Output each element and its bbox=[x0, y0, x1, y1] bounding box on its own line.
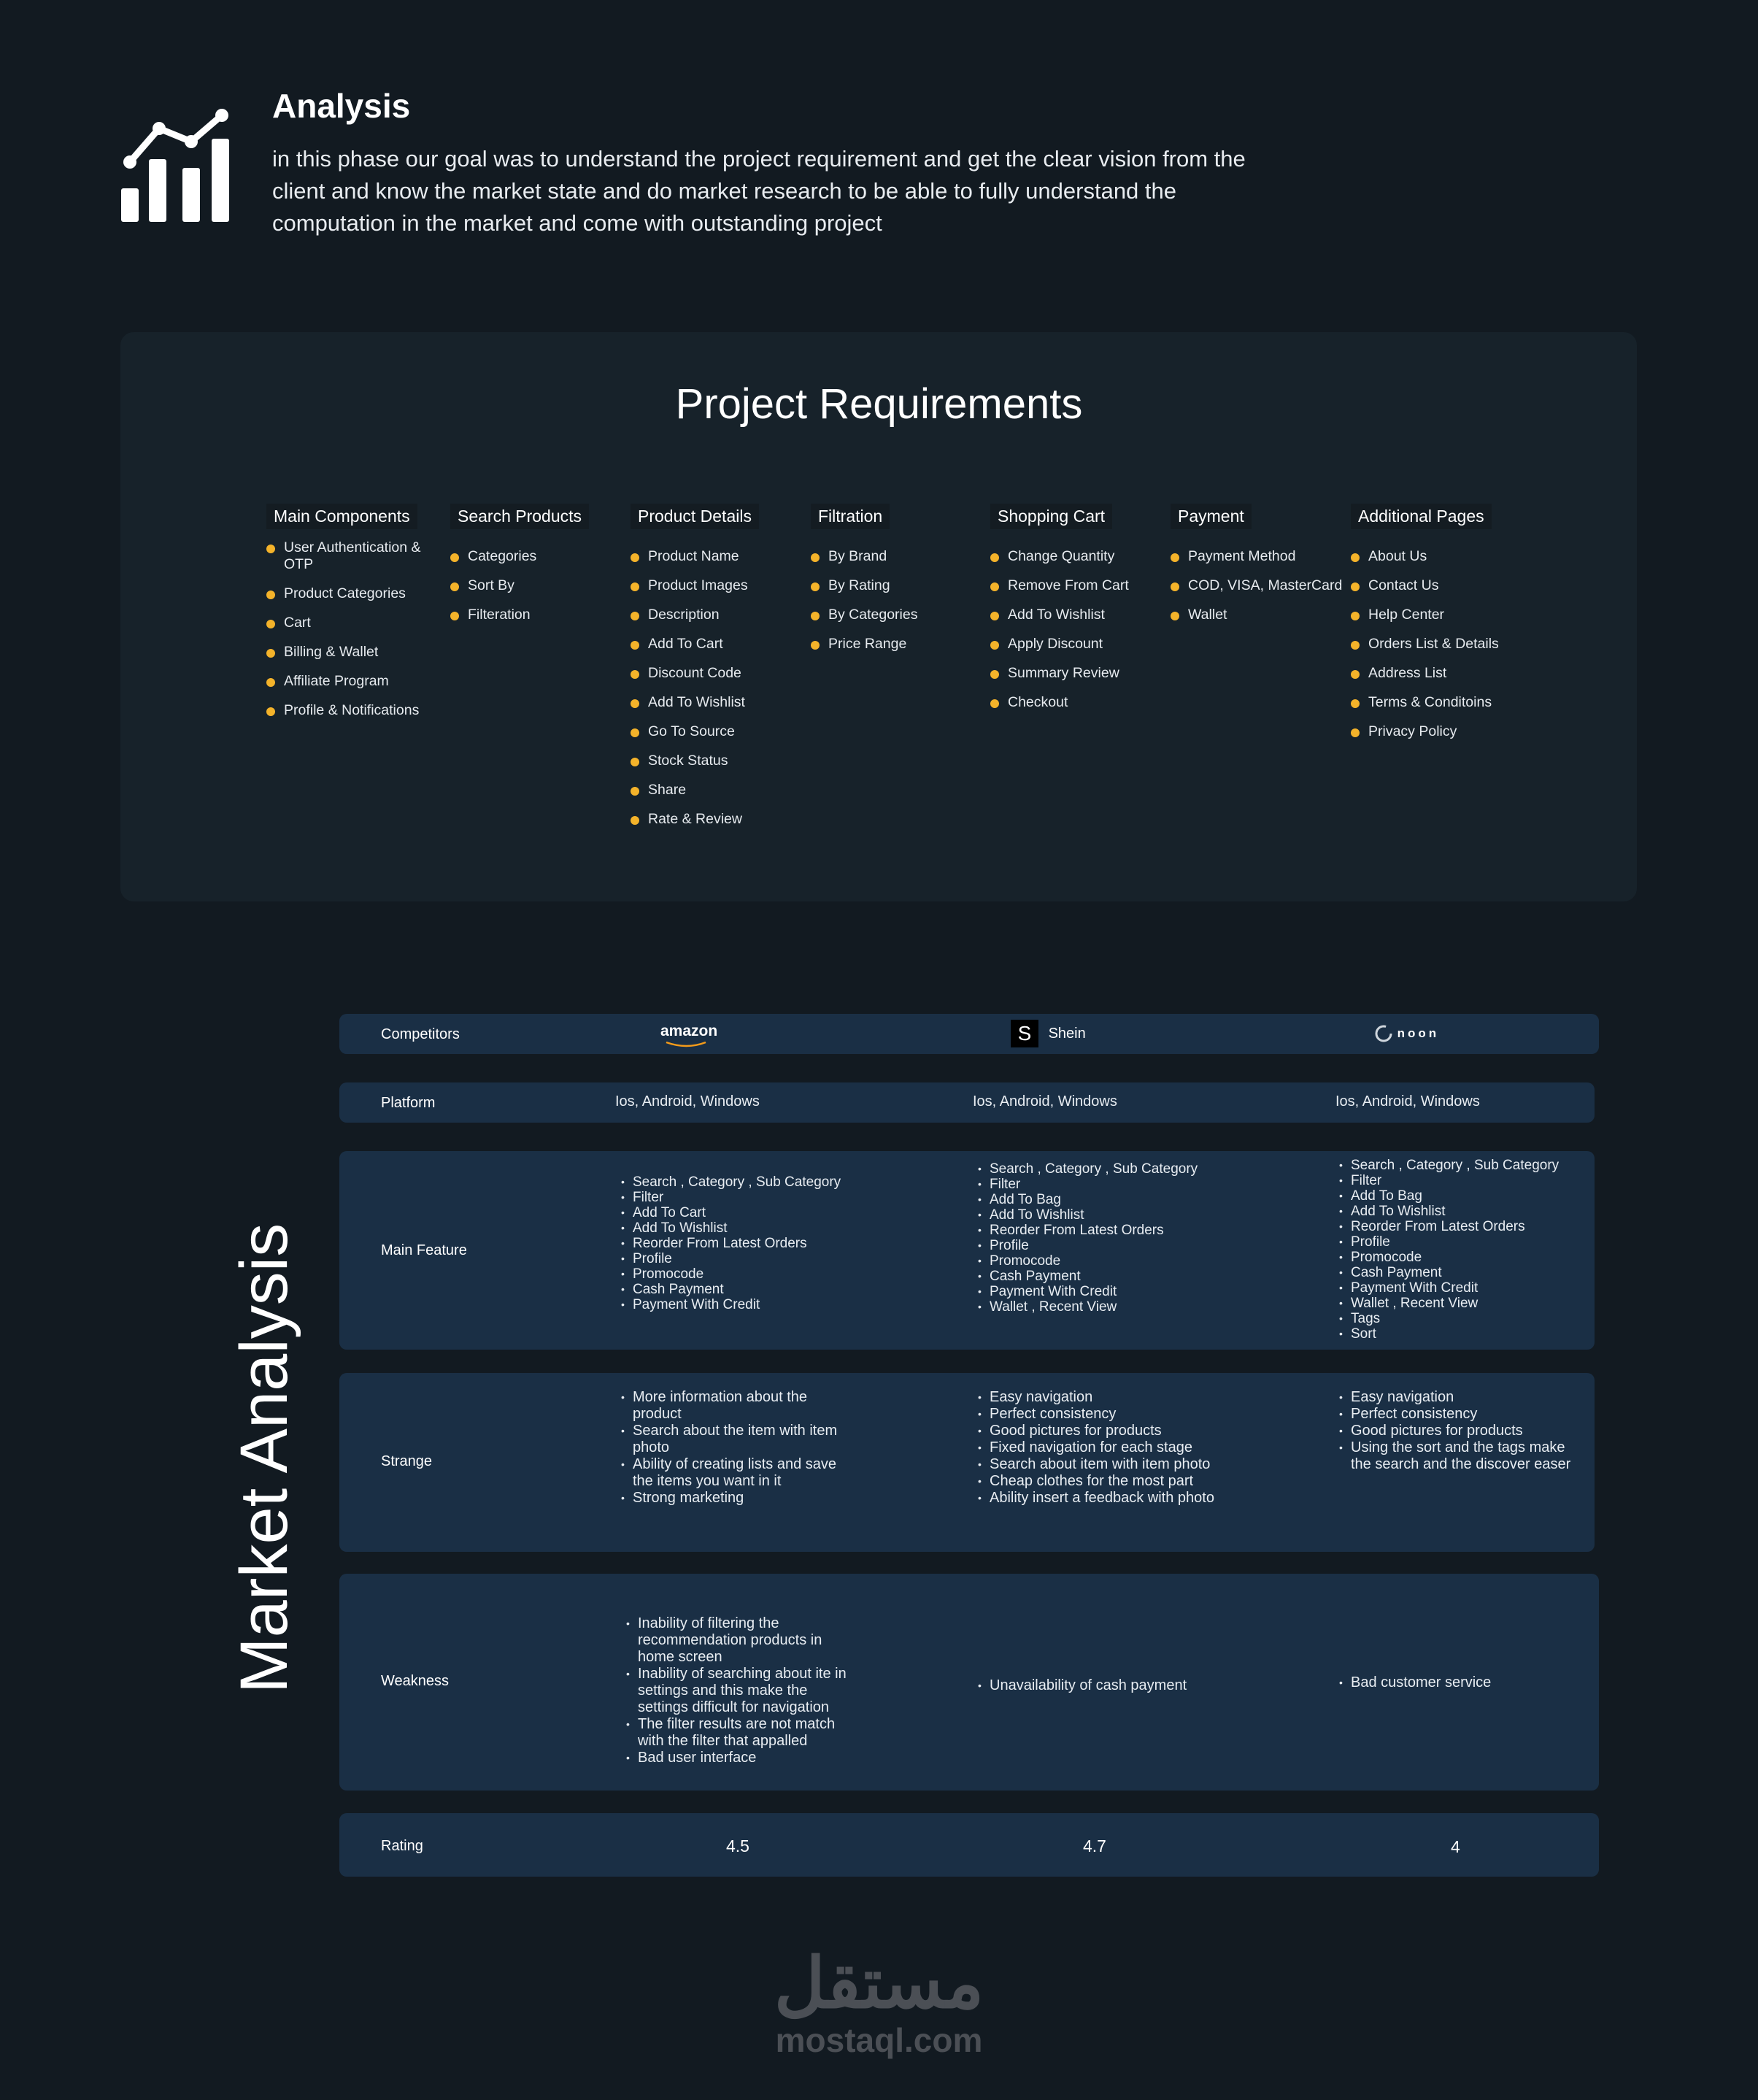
list-item: • Payment With Credit bbox=[1339, 1280, 1587, 1296]
list-item: Product Categories bbox=[266, 585, 442, 602]
column-heading: Filtration bbox=[811, 504, 890, 529]
strange-cell bbox=[1339, 1389, 1580, 1473]
list-item: • Add To Cart bbox=[621, 1205, 884, 1220]
list-item: • Cash Payment bbox=[1339, 1265, 1587, 1280]
platform-cell: Ios, Android, Windows bbox=[1335, 1093, 1480, 1109]
row-label: Weakness bbox=[381, 1673, 450, 1689]
list-item: Sort By bbox=[450, 577, 625, 594]
list-item: • Good pictures for products bbox=[1339, 1423, 1580, 1439]
list-item: By Rating bbox=[811, 577, 986, 594]
list-item: Add To Wishlist bbox=[990, 607, 1165, 623]
list-item: User Authentication & OTP bbox=[266, 539, 430, 573]
list-item: • Wallet , Recent View bbox=[1339, 1296, 1587, 1311]
list-item: Orders List & Details bbox=[1351, 636, 1526, 653]
list-item: • Cash Payment bbox=[621, 1282, 884, 1297]
list-item: • Reorder From Latest Orders bbox=[1339, 1219, 1587, 1234]
column-heading: Main Components bbox=[266, 504, 417, 529]
req-column-product-details bbox=[631, 504, 806, 840]
list-item: • Fixed navigation for each stage bbox=[978, 1439, 1219, 1456]
list-item: Filteration bbox=[450, 607, 625, 623]
list-item: Payment Method bbox=[1171, 548, 1346, 565]
list-item: • Bad customer service bbox=[1339, 1674, 1580, 1691]
list-item: • Cash Payment bbox=[978, 1269, 1241, 1284]
rating-row bbox=[339, 1813, 1599, 1877]
list-item: • Sort bbox=[1339, 1326, 1587, 1342]
weakness-cell bbox=[978, 1677, 1226, 1694]
strange-row bbox=[339, 1373, 1595, 1552]
list-item: • Promocode bbox=[1339, 1250, 1587, 1265]
list-item: Affiliate Program bbox=[266, 673, 442, 690]
list-item: Share bbox=[631, 782, 806, 799]
rating-value: 4 bbox=[1451, 1837, 1460, 1856]
list-item: • Easy navigation bbox=[978, 1389, 1219, 1406]
feature-cell bbox=[621, 1174, 884, 1312]
row-label: Competitors bbox=[381, 1026, 460, 1042]
list-item: • Ability of creating lists and save the items you want in it bbox=[621, 1456, 847, 1490]
list-item: • Reorder From Latest Orders bbox=[978, 1223, 1241, 1238]
rating-value: 4.5 bbox=[726, 1836, 749, 1855]
req-column-main-components bbox=[266, 504, 442, 731]
list-item: • Perfect consistency bbox=[978, 1406, 1219, 1423]
list-item: Go To Source bbox=[631, 723, 806, 740]
weakness-cell bbox=[626, 1615, 860, 1766]
weakness-cell bbox=[1339, 1674, 1580, 1691]
list-item: • Filter bbox=[1339, 1173, 1587, 1188]
list-item: • Cheap clothes for the most part bbox=[978, 1473, 1219, 1490]
list-item: • Search , Category , Sub Category bbox=[978, 1161, 1241, 1177]
noon-ring-icon bbox=[1374, 1024, 1393, 1043]
list-item: Stock Status bbox=[631, 753, 806, 769]
list-item: • Filter bbox=[978, 1177, 1241, 1192]
noon-logo bbox=[1374, 1024, 1439, 1043]
list-item: Price Range bbox=[811, 636, 986, 653]
platform-cell: Ios, Android, Windows bbox=[973, 1093, 1117, 1109]
feature-cell bbox=[1339, 1158, 1587, 1342]
list-item: • Add To Wishlist bbox=[978, 1207, 1241, 1223]
list-item: Contact Us bbox=[1351, 577, 1526, 594]
amazon-smile-icon bbox=[665, 1041, 709, 1048]
row-label: Rating bbox=[381, 1838, 423, 1854]
strange-cell bbox=[621, 1389, 847, 1507]
column-heading: Additional Pages bbox=[1351, 504, 1492, 529]
feature-cell bbox=[978, 1161, 1241, 1315]
noon-logo-text: noon bbox=[1397, 1026, 1440, 1040]
platform-row bbox=[339, 1082, 1595, 1123]
list-item: Billing & Wallet bbox=[266, 644, 442, 661]
column-heading: Shopping Cart bbox=[990, 504, 1112, 529]
column-heading: Payment bbox=[1171, 504, 1252, 529]
list-item: • More information about the product bbox=[621, 1389, 847, 1423]
shein-s-icon: S bbox=[1011, 1020, 1038, 1047]
list-item: • Promocode bbox=[621, 1266, 884, 1282]
weakness-row bbox=[339, 1574, 1599, 1791]
list-item: • Search about the item with item photo bbox=[621, 1423, 847, 1456]
list-item: • Ability insert a feedback with photo bbox=[978, 1490, 1219, 1507]
req-column-shopping-cart bbox=[990, 504, 1165, 723]
competitors-row bbox=[339, 1014, 1599, 1054]
amazon-logo-text: amazon bbox=[660, 1023, 718, 1039]
shein-logo-text: Shein bbox=[1048, 1025, 1086, 1042]
main-feature-row bbox=[339, 1151, 1595, 1350]
strange-cell bbox=[978, 1389, 1219, 1507]
list-item: Product Images bbox=[631, 577, 806, 594]
bar-chart-icon bbox=[117, 101, 241, 225]
list-item: • Inability of searching about ite in settings and this make the settings difficult for navigation bbox=[626, 1666, 860, 1716]
list-item: Privacy Policy bbox=[1351, 723, 1526, 740]
analysis-description: in this phase our goal was to understand the project requirement and get the clear vision from the client and know the market state and do market research to be able to fully understand the computation in the market and come with outstanding project bbox=[272, 146, 1246, 236]
list-item: Rate & Review bbox=[631, 811, 806, 828]
list-item: Add To Wishlist bbox=[631, 694, 806, 711]
list-item: • Perfect consistency bbox=[1339, 1406, 1580, 1423]
list-item: Cart bbox=[266, 615, 442, 631]
row-label: Main Feature bbox=[381, 1242, 467, 1258]
list-item: By Categories bbox=[811, 607, 986, 623]
list-item: • Good pictures for products bbox=[978, 1423, 1219, 1439]
list-item: • Search , Category , Sub Category bbox=[621, 1174, 884, 1190]
list-item: • Add To Bag bbox=[978, 1192, 1241, 1207]
requirements-title: Project Requirements bbox=[675, 380, 1083, 428]
list-item: • Payment With Credit bbox=[621, 1297, 884, 1312]
list-item: Help Center bbox=[1351, 607, 1526, 623]
list-item: COD, VISA, MasterCard bbox=[1171, 577, 1346, 594]
list-item: Checkout bbox=[990, 694, 1165, 711]
column-heading: Search Products bbox=[450, 504, 589, 529]
list-item: • Easy navigation bbox=[1339, 1389, 1580, 1406]
list-item: • Add To Wishlist bbox=[1339, 1204, 1587, 1219]
req-column-filtration bbox=[811, 504, 986, 665]
list-item: Terms & Conditoins bbox=[1351, 694, 1526, 711]
row-label: Strange bbox=[381, 1453, 433, 1469]
list-item: Change Quantity bbox=[990, 548, 1165, 565]
list-item: • Reorder From Latest Orders bbox=[621, 1236, 884, 1251]
list-item: Summary Review bbox=[990, 665, 1165, 682]
list-item: • Inability of filtering the recommendation products in home screen bbox=[626, 1615, 860, 1666]
list-item: • Add To Bag bbox=[1339, 1188, 1587, 1204]
req-column-payment bbox=[1171, 504, 1346, 636]
analysis-title: Analysis bbox=[272, 87, 411, 125]
list-item: • Wallet , Recent View bbox=[978, 1299, 1241, 1315]
list-item: Remove From Cart bbox=[990, 577, 1165, 594]
list-item: Apply Discount bbox=[990, 636, 1165, 653]
list-item: By Brand bbox=[811, 548, 986, 565]
list-item: • Payment With Credit bbox=[978, 1284, 1241, 1299]
list-item: Discount Code bbox=[631, 665, 806, 682]
list-item: • Profile bbox=[621, 1251, 884, 1266]
list-item: Description bbox=[631, 607, 806, 623]
market-analysis-title: Market Analysis bbox=[227, 1223, 301, 1693]
shein-logo bbox=[1011, 1020, 1086, 1047]
list-item: • Using the sort and the tags make the search and the discover easer bbox=[1339, 1439, 1580, 1473]
watermark-arabic: مستقل bbox=[774, 1945, 984, 2023]
list-item: Categories bbox=[450, 548, 625, 565]
list-item: About Us bbox=[1351, 548, 1526, 565]
amazon-logo bbox=[660, 1023, 717, 1040]
list-item: • Tags bbox=[1339, 1311, 1587, 1326]
list-item: Add To Cart bbox=[631, 636, 806, 653]
watermark-latin: mostaql.com bbox=[775, 2021, 983, 2059]
row-label: Platform bbox=[381, 1095, 436, 1111]
list-item: • Filter bbox=[621, 1190, 884, 1205]
list-item: • Profile bbox=[1339, 1234, 1587, 1250]
list-item: • Add To Wishlist bbox=[621, 1220, 884, 1236]
list-item: Product Name bbox=[631, 548, 806, 565]
req-column-additional-pages bbox=[1351, 504, 1526, 753]
rating-value: 4.7 bbox=[1083, 1836, 1106, 1855]
list-item: Wallet bbox=[1171, 607, 1346, 623]
column-heading: Product Details bbox=[631, 504, 759, 529]
list-item: • Search , Category , Sub Category bbox=[1339, 1158, 1587, 1173]
req-column-search-products bbox=[450, 504, 625, 636]
list-item: • Promocode bbox=[978, 1253, 1241, 1269]
list-item: • The filter results are not match with the filter that appalled bbox=[626, 1716, 860, 1750]
list-item: • Bad user interface bbox=[626, 1750, 860, 1766]
list-item: Profile & Notifications bbox=[266, 702, 442, 719]
list-item: • Search about item with item photo bbox=[978, 1456, 1219, 1473]
list-item: • Unavailability of cash payment bbox=[978, 1677, 1226, 1694]
list-item: • Strong marketing bbox=[621, 1490, 847, 1507]
list-item: • Profile bbox=[978, 1238, 1241, 1253]
platform-cell: Ios, Android, Windows bbox=[615, 1093, 760, 1109]
list-item: Address List bbox=[1351, 665, 1526, 682]
